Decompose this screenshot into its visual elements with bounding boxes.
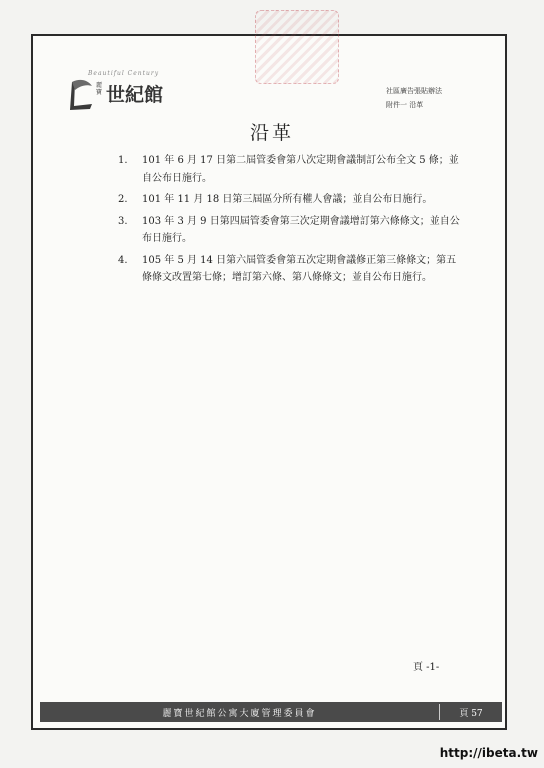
logo [66,70,196,116]
item-number: 1. [118,155,128,166]
item-number: 2. [118,194,128,205]
list-item [118,213,463,248]
watermark-url: http://ibeta.tw [439,746,538,760]
history-list [118,152,463,291]
item-text: 103 年 3 月 9 日第四屆管委會第三次定期會議增訂第六條條文；並自公布日施行。 [142,215,460,244]
logo-script-text: Beautiful Century [88,70,160,77]
list-item [118,252,463,287]
item-text: 101 年 11 月 18 日第三屆區分所有權人會議；並自公布日施行。 [142,194,433,205]
footer-organization: 麗寶世紀館公寓大廈管理委員會 [162,708,317,719]
item-text: 101 年 6 月 17 日第二屆管委會第八次定期會議制訂公布全文 5 條；並自公布日施行。 [142,155,459,184]
document-reference [386,84,486,112]
item-number: 4. [118,254,128,266]
page-number: 頁 -1- [413,662,440,673]
reference-line-2: 附件一 沿革 [386,101,424,109]
item-text: 105 年 5 月 14 日第六屆管委會第五次定期會議修正第三條條文；第五條條文改置第七條；增訂第六條、第八條條文；並自公布日施行。 [142,254,457,283]
list-item [118,152,463,187]
logo-small-text: 麗寶 [96,82,103,96]
list-item [118,191,463,209]
reference-line-1: 社區廣告張貼辦法 [386,87,442,95]
footer-bar [40,702,502,722]
quill-logo-icon [66,76,94,112]
seal-stamp [255,10,339,84]
item-number: 3. [118,215,128,227]
logo-name: 世紀館 [106,84,164,106]
footer-page-number: 頁 57 [459,708,483,719]
page-title: 沿革 [249,122,294,144]
